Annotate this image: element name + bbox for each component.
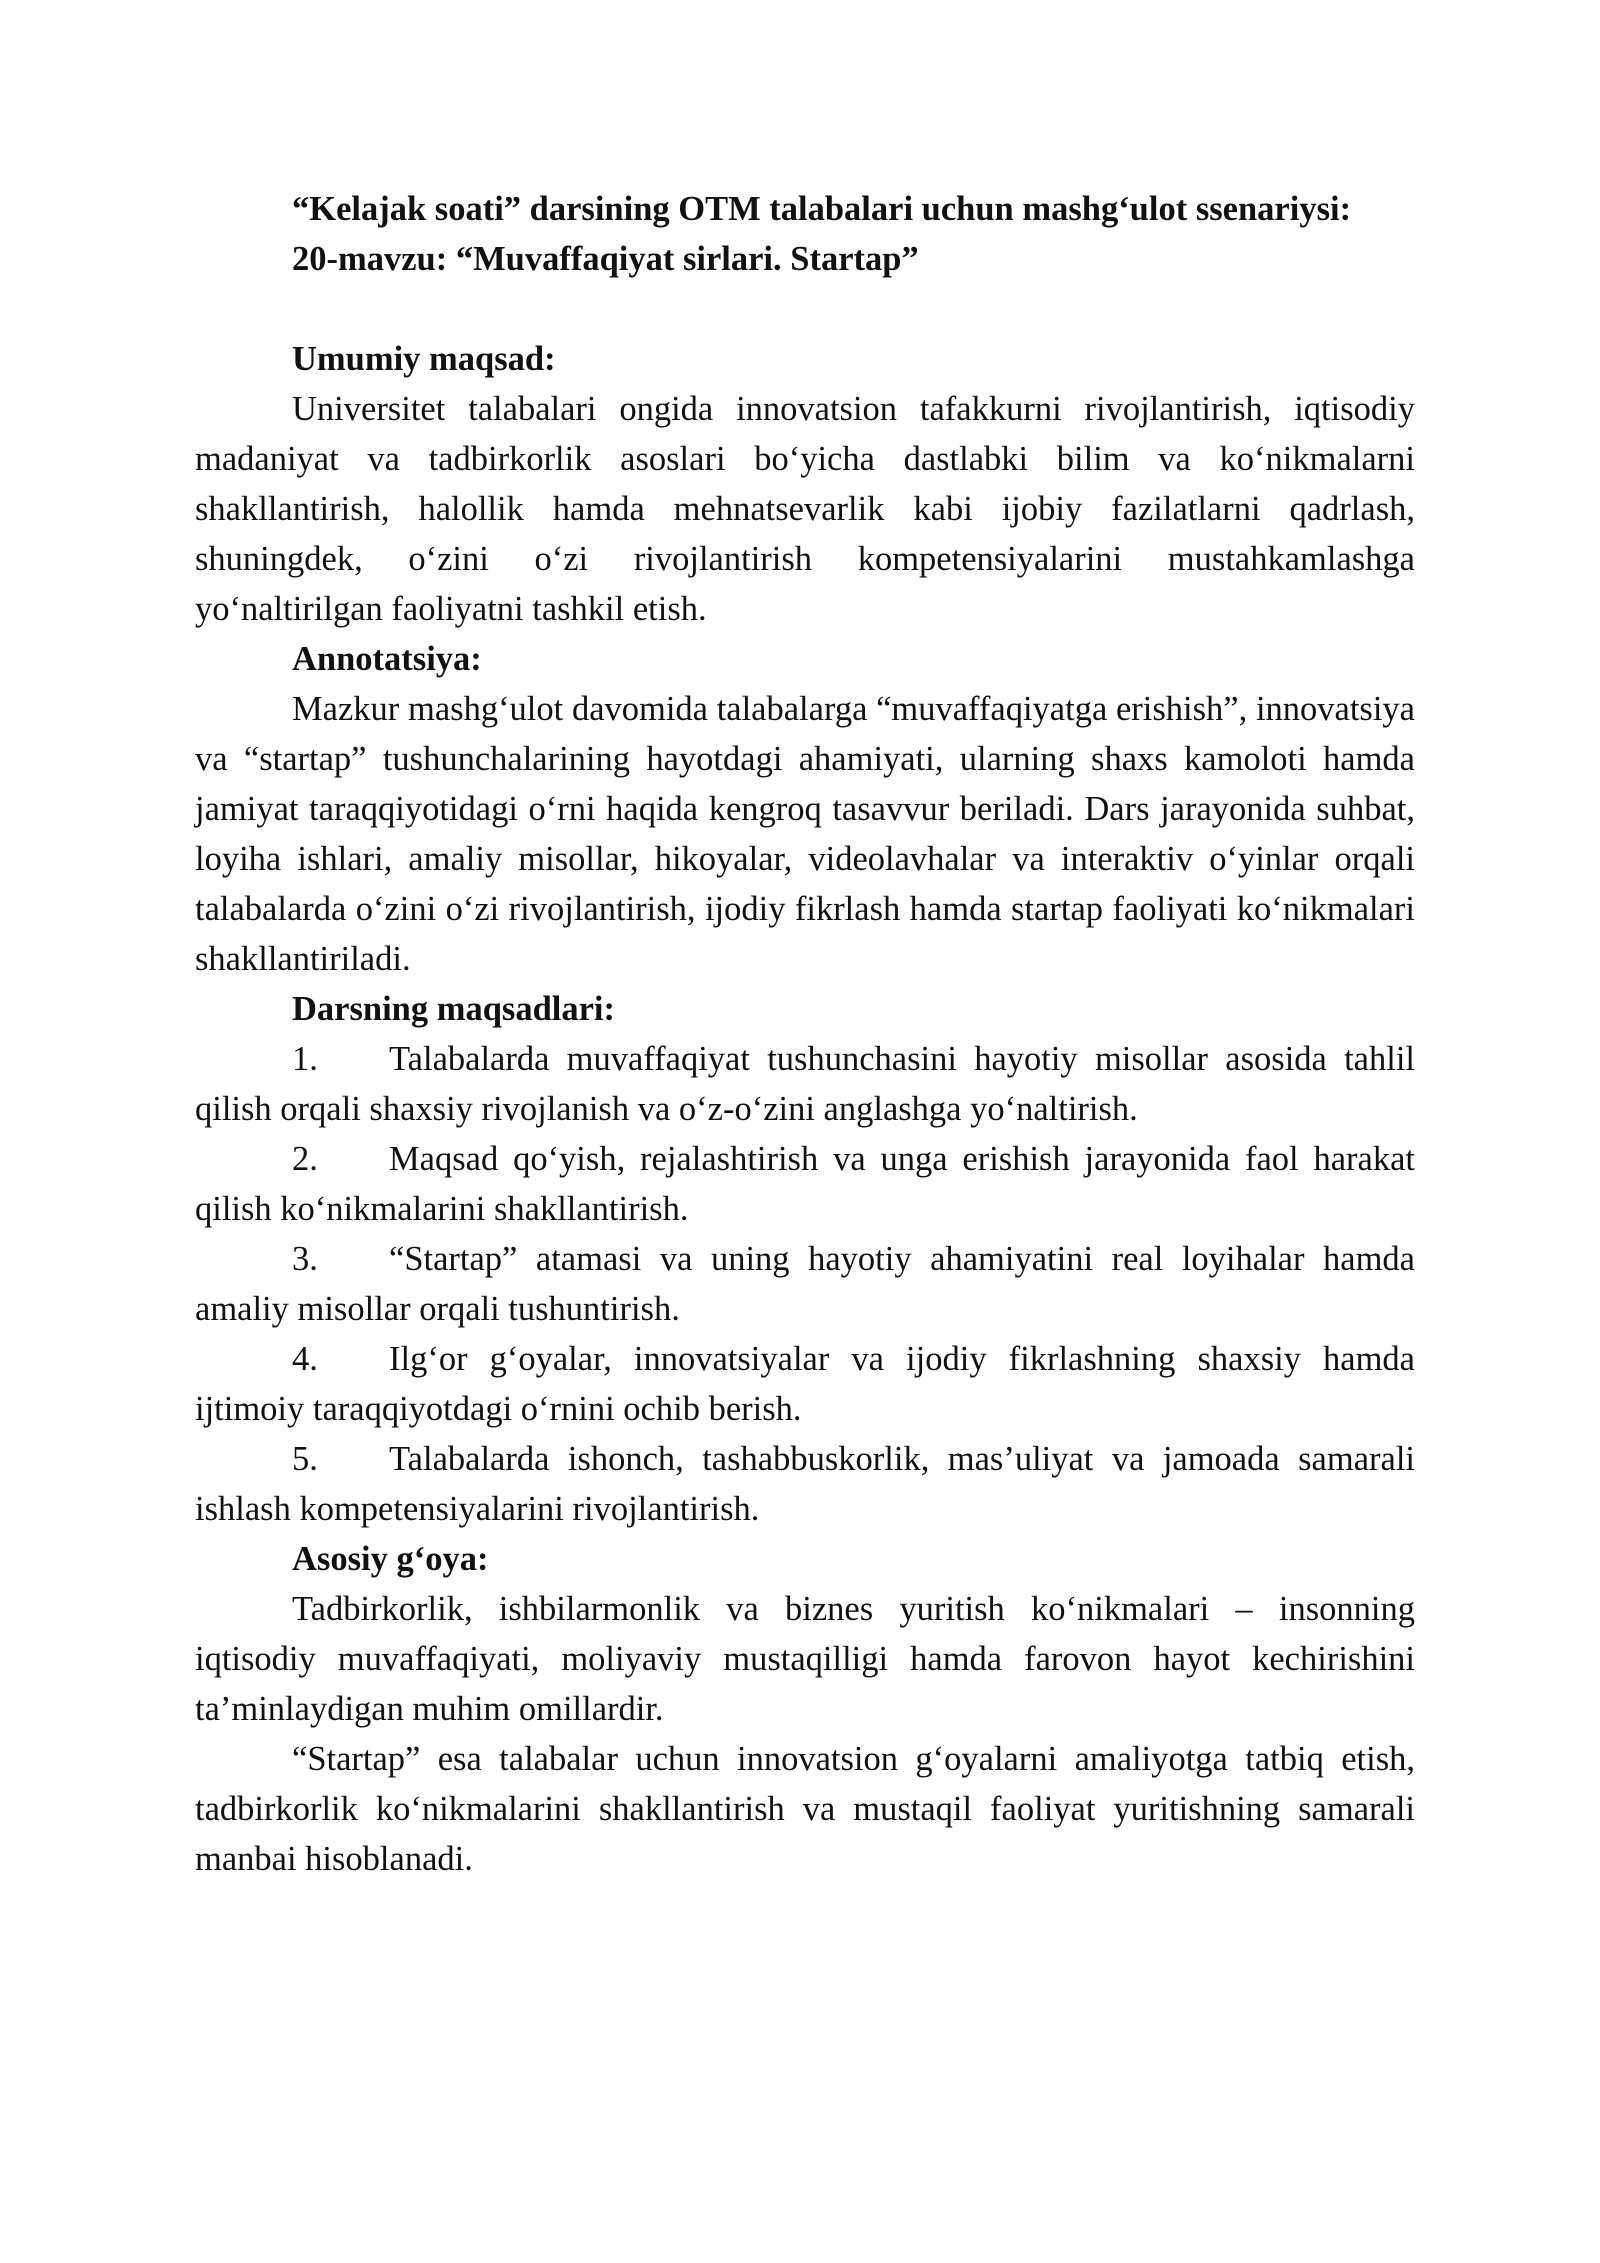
list-item [195, 1334, 1415, 1434]
list-item-text: Ilg‘or g‘oyalar, innovatsiyalar va ijodiy fikrlashning shaxsiy hamda ijtimoiy taraqqiyotdagi o‘rnini ochib berish. [195, 1340, 1415, 1428]
main-idea-paragraph-1: Tadbirkorlik, ishbilarmonlik va biznes yuritish ko‘nikmalari – insonning iqtisodiy muvaffaqiyati, moliyaviy mustaqilligi hamda farovon hayot kechirishini ta’minlaydigan muhim omillardir. [195, 1590, 1415, 1728]
main-idea-paragraph-2: “Startap” esa talabalar uchun innovatsion g‘oyalarni amaliyotga tatbiq etish, tadbirkorlik ko‘nikmalarini shakllantirish va mustaqil faoliyat yuritishning samarali manbai hisoblanadi. [195, 1740, 1415, 1878]
list-item-number: 5. [292, 1440, 318, 1478]
list-item-number: 1. [292, 1040, 318, 1078]
list-item [195, 1034, 1415, 1134]
main-idea-heading: Asosiy g‘oya: [292, 1540, 489, 1578]
general-goal-text: Universitet talabalari ongida innovatsion tafakkurni rivojlantirish, iqtisodiy madaniyat va tadbirkorlik asoslari bo‘yicha dastlabki bilim va ko‘nikmalarni shakllantirish, halollik hamda mehnatsevarlik kabi ijobiy fazilatlarni qadrlash, shuningdek, o‘zini o‘zi rivojlantirish kompetensiyalarini mustahkamlashga yo‘naltirilgan faoliyatni tashkil etish. [195, 390, 1415, 628]
list-item-number: 3. [292, 1240, 318, 1278]
list-item-text: Maqsad qo‘yish, rejalashtirish va unga erishish jarayonida faol harakat qilish ko‘nikmalarini shakllantirish. [195, 1140, 1415, 1228]
list-item [195, 1134, 1415, 1234]
list-item-text: Talabalarda ishonch, tashabbuskorlik, mas’uliyat va jamoada samarali ishlash kompetensiyalarini rivojlantirish. [195, 1440, 1415, 1528]
list-item-number: 2. [292, 1140, 318, 1178]
list-item-text: Talabalarda muvaffaqiyat tushunchasini hayotiy misollar asosida tahlil qilish orqali shaxsiy rivojlanish va o‘z-o‘zini anglashga yo‘naltirish. [195, 1040, 1415, 1128]
topic-title: 20-mavzu: “Muvaffaqiyat sirlari. Startap” [292, 240, 919, 278]
main-idea-section [195, 1534, 1415, 1884]
spacer [195, 284, 1415, 334]
lesson-goals-section [195, 984, 1415, 1534]
list-item [195, 1234, 1415, 1334]
list-item-number: 4. [292, 1340, 318, 1378]
general-goal-heading: Umumiy maqsad: [292, 340, 556, 378]
annotation-heading: Annotatsiya: [292, 640, 482, 678]
annotation-text: Mazkur mashg‘ulot davomida talabalarga “muvaffaqiyatga erishish”, innovatsiya va “startap” tushunchalarining hayotdagi ahamiyati, ularning shaxs kamoloti hamda jamiyat taraqqiyotidagi o‘rni haqida kengroq tasavvur beriladi. Dars jarayonida suhbat, loyiha ishlari, amaliy misollar, hikoyalar, videolavhalar va interaktiv o‘yinlar orqali talabalarda o‘zini o‘zi rivojlantirish, ijodiy fikrlash hamda startap faoliyati ko‘nikmalari shakllantiriladi. [195, 690, 1415, 978]
list-item-text: “Startap” atamasi va uning hayotiy ahamiyatini real loyihalar hamda amaliy misollar orqali tushuntirish. [195, 1240, 1415, 1328]
general-goal-section [195, 334, 1415, 634]
document-page [195, 184, 1415, 1884]
annotation-section [195, 634, 1415, 984]
list-item [195, 1434, 1415, 1534]
lesson-goals-heading: Darsning maqsadlari: [292, 990, 615, 1028]
document-title: “Kelajak soati” darsining OTM talabalari uchun mashg‘ulot ssenariysi: [292, 190, 1352, 228]
